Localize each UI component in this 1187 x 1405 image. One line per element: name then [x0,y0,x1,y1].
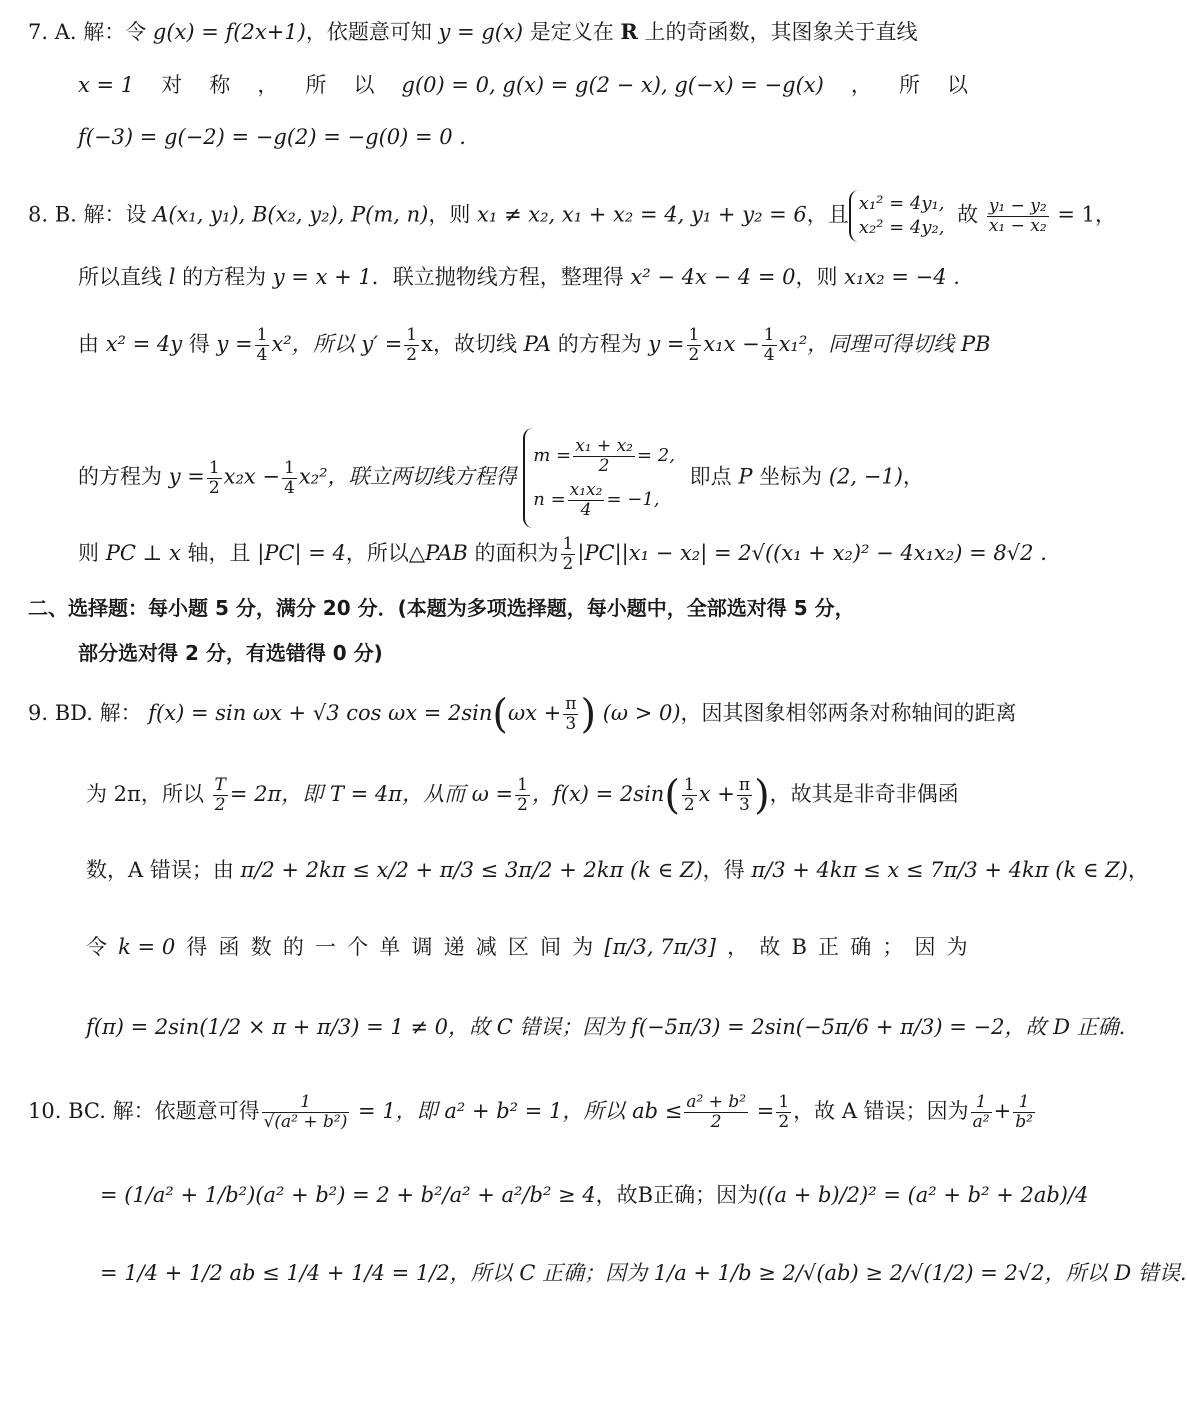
text: 由 [78,332,106,356]
math: = 1，即 a² + b² = 1，所以 ab ≤ [351,1099,683,1123]
text: ，且 [806,202,849,227]
text: ； [695,1183,717,1207]
text: 的方程为 [175,265,273,289]
text: 的方程为 [551,332,649,356]
fraction [682,776,697,815]
math: f(π) = 2sin(1/2 × π + π/3) = 1 ≠ 0，故 C 错误；因为 f(−5π/3) = 2sin(−5π/6 + π/3) = −2，故 D 正确. [86,1015,1126,1039]
denominator: 2 [778,1112,790,1132]
numerator: x₁x₂ [569,479,603,500]
numerator: 1 [683,775,695,795]
math: PA [523,332,552,356]
problem-8-line-2 [78,262,1000,292]
fraction [1013,1093,1035,1132]
heading-text: 部分选对得 2 分，有选错得 0 分) [78,641,383,665]
fraction [404,326,419,365]
text: 减 [475,935,497,959]
math: ((a + b)/2)² = (a² + b² + 2ab)/4 [758,1183,1089,1207]
equation-system [523,428,683,528]
text: 故 [759,935,781,959]
text: 7. A. 解：令 [28,20,153,44]
text: 间 [540,935,562,959]
math: x = 1 [78,73,135,97]
text: 正 [818,935,840,959]
text: 9. BD. 解： [28,701,149,725]
math: y = x + 1 [272,265,372,289]
equation-system [849,190,951,242]
text: 区 [507,935,529,959]
math: y′ = [361,332,403,356]
denominator: 2 [214,795,226,815]
math: PC ⊥ x [105,541,181,565]
text: 所 [305,73,327,97]
math: x₂²，联立两切线方程得 [298,464,517,489]
fraction [561,535,576,574]
denominator: 4 [763,345,775,365]
fraction [687,326,702,365]
fraction [762,326,777,365]
math: = 2, [636,445,675,466]
text: 为 [572,935,594,959]
math: x₁²，同理可得切线 [778,332,961,356]
text: 对 [161,73,183,97]
text: ， [1127,858,1149,882]
fraction [282,459,297,498]
equation [533,434,675,478]
math: x² − 4x − 4 = 0 [630,265,796,289]
math: y = [216,332,253,356]
problem-8-line-4 [78,428,1000,528]
text: 为 [737,1183,759,1207]
text: 令 [86,935,107,959]
equation: x₂² = 4y₂, [858,217,945,238]
text: 确 [850,935,872,959]
fraction [563,695,578,734]
text: ，则 [795,265,845,289]
math: R [620,19,638,44]
math: PB [960,332,991,356]
text: 即点 [689,464,739,489]
problem-9-line-5 [86,1012,1126,1042]
problem-10-line-3 [100,1258,1187,1288]
math: = (1/a² + 1/b²)(a² + b²) = 2 + b²/a² + a²/b² ≥ 4 [100,1183,596,1207]
paren: ( [664,772,680,819]
problem-9-line-2 [86,772,1000,819]
fraction [684,1093,748,1132]
denominator: b² [1015,1112,1033,1132]
math: (2, −1) [828,464,903,489]
math: y = g(x) [438,20,524,44]
text: 正 [653,1183,675,1207]
text: 8. B. 解：设 [28,202,154,227]
text: ， [902,464,924,489]
numerator: 1 [971,1093,992,1113]
text: ，因其图象相邻两条对称轴间的距离 [680,701,1017,725]
denominator: √(a² + b²) [263,1112,348,1132]
equation [533,478,675,522]
text: 递 [443,935,465,959]
problem-9-line-4 [86,932,968,962]
denominator: 3 [565,714,577,734]
numerator: 1 [262,1093,350,1113]
section-2-heading [28,593,1000,623]
text: ，故 A 错误；因为 [793,1099,969,1123]
text: 一 [314,935,336,959]
denominator: 4 [284,477,295,498]
math: n = [533,489,566,510]
fraction [515,776,530,815]
text: 故 [950,202,985,227]
fraction [573,437,635,476]
fraction [262,1093,350,1132]
heading-text: 二、选择题：每小题 5 分，满分 20 分．(本题为多项选择题，每小题中，全部选对得 5 分， [28,596,855,620]
denominator: a² [972,1112,990,1132]
text: ； [882,935,904,959]
text: 的 [282,935,304,959]
math: + [993,1099,1012,1123]
denominator: 2 [562,554,574,574]
math: PAB [425,541,468,565]
paren: ( [492,691,508,738]
text: B [791,935,807,959]
problem-7-line-1 [28,17,1000,47]
problem-7-line-3 [78,122,1000,152]
text: 数 [250,935,272,959]
math: l [168,265,176,289]
numerator: T [214,775,226,795]
text: 故 [616,1183,638,1207]
numerator: 1 [688,325,700,345]
denominator: 3 [739,795,750,815]
text: 上的奇函数，其图象关于直线 [637,20,918,44]
numerator: 1 [256,325,268,345]
numerator: 1 [517,775,528,795]
math: f(x) = sin ωx + √3 cos ωx = 2sin [148,701,493,725]
math: A(x₁, y₁), B(x₂, y₂), P(m, n) [153,202,429,227]
numerator: 1 [284,457,295,478]
denominator: 2 [683,795,695,815]
fraction [776,1093,791,1132]
text: 确 [674,1183,696,1207]
text: 得 [186,935,208,959]
text: 是定义在 [523,20,621,44]
text: 所 [898,73,920,97]
numerator: a² + b² [686,1092,747,1112]
text: 为 2π，所以 [86,782,211,806]
math: f(−3) = g(−2) = −g(2) = −g(0) = 0 . [78,125,466,149]
math: ωx + [508,701,562,725]
text: x，故切线 [421,332,524,356]
denominator: x₁ − x₂ [988,215,1047,236]
fraction [737,776,752,815]
math: = −1, [606,489,660,510]
fraction [987,197,1049,236]
math: y = [648,332,685,356]
text: ， [850,73,872,97]
math: ，f(x) = 2sin [531,782,665,806]
numerator: 1 [763,325,775,345]
problem-8-line-5 [78,534,1047,574]
text: 得 [182,332,217,356]
text: ，依题意可知 [305,20,439,44]
text: 称 [209,73,231,97]
text: 调 [411,935,433,959]
numerator: x₁ + x₂ [575,435,633,456]
problem-8-line-1 [28,190,1117,242]
text: 为 [946,935,968,959]
numerator: π [565,694,577,714]
math: x₁ ≠ x₂, x₁ + x₂ = 4, y₁ + y₂ = 6 [477,202,807,227]
problem-9-line-3 [86,855,1149,885]
text: 以 [947,73,968,97]
math: P [738,464,753,489]
numerator: π [738,775,751,795]
text: 个 [347,935,369,959]
text: B [637,1183,654,1207]
numerator: 1 [1013,1093,1035,1113]
math: x₁x₂ = −4 . [844,265,960,289]
text: 轴，且 [180,541,258,565]
fraction [213,776,228,815]
math: x₂x − [223,464,281,489]
math: m = [533,445,572,466]
text: 10. BC. 解：依题意可得 [28,1099,260,1123]
denominator: 2 [517,795,528,815]
text: 因 [914,935,936,959]
text: 单 [379,935,401,959]
math: x₁x − [703,332,760,356]
denominator: 2 [710,1112,722,1132]
numerator: 1 [406,325,418,345]
text: ，则 [428,202,478,227]
text: ．联立抛物线方程，整理得 [371,265,631,289]
denominator: 4 [580,499,592,520]
problem-10-line-2 [100,1180,1089,1210]
math: = 2π，即 T = 4π，从而 ω = [229,782,514,806]
text: 函 [218,935,240,959]
text: 坐标为 [752,464,829,489]
problem-9-line-1 [28,691,1017,738]
math: π/3 + 4kπ ≤ x ≤ 7π/3 + 4kπ (k ∈ Z) [751,858,1128,882]
math: g(0) = 0, g(x) = g(2 − x), g(−x) = −g(x) [401,73,824,97]
text: ，故其是非奇非偶函 [769,782,959,806]
text: ，得 [702,858,752,882]
text: = 1， [1050,202,1117,227]
math: = 1/4 + 1/2 ab ≤ 1/4 + 1/4 = 1/2，所以 C 正确；因为 1/a + 1/b ≥ 2/√(ab) ≥ 2/√(1/2) = 2√2，所以 D 错误. [100,1261,1187,1285]
text: 则 [78,541,106,565]
math: x + [698,782,735,806]
math: x² = 4y [105,332,183,356]
denominator: 2 [406,345,418,365]
fraction [568,481,605,520]
math: π/2 + 2kπ ≤ x/2 + π/3 ≤ 3π/2 + 2kπ (k ∈ Z) [240,858,703,882]
math: |PC| = 4 [257,541,346,565]
denominator: 2 [688,345,700,365]
numerator: y₁ − y₂ [988,195,1047,216]
text: 的方程为 [78,464,169,489]
denominator: 4 [256,345,268,365]
text: 数，A 错误；由 [86,858,241,882]
problem-10-line-1 [28,1092,1033,1132]
paren: ) [754,772,770,819]
equation: x₁² = 4y₁, [858,193,945,214]
numerator: 1 [778,1092,790,1112]
math: x²，所以 [271,332,362,356]
fraction [207,459,222,498]
paren: ) [580,691,597,738]
section-2-heading-cont [78,638,1000,668]
math: [π/3, 7π/3] [604,935,716,959]
fraction [255,326,270,365]
numerator: 1 [562,534,574,554]
numerator: 1 [208,457,220,478]
denominator: 2 [598,455,610,476]
math: = [750,1099,775,1123]
problem-8-line-3 [78,326,1000,365]
math: y = [168,464,205,489]
text: ， [595,1183,617,1207]
math: (ω > 0) [596,701,681,725]
text: 所以直线 [78,265,169,289]
text: ， [727,935,749,959]
text: 以 [353,73,375,97]
problem-7-line-2 [78,70,968,100]
math: g(x) = f(2x+1) [152,20,306,44]
text: ， [257,73,279,97]
math: |PC||x₁ − x₂| = 2√((x₁ + x₂)² − 4x₁x₂) = 8√2 . [577,541,1047,565]
text: 因 [716,1183,738,1207]
fraction [971,1093,992,1132]
text: 的面积为 [467,541,559,565]
text: ，所以△ [345,541,425,565]
math: k = 0 [118,935,176,959]
denominator: 2 [208,477,220,498]
